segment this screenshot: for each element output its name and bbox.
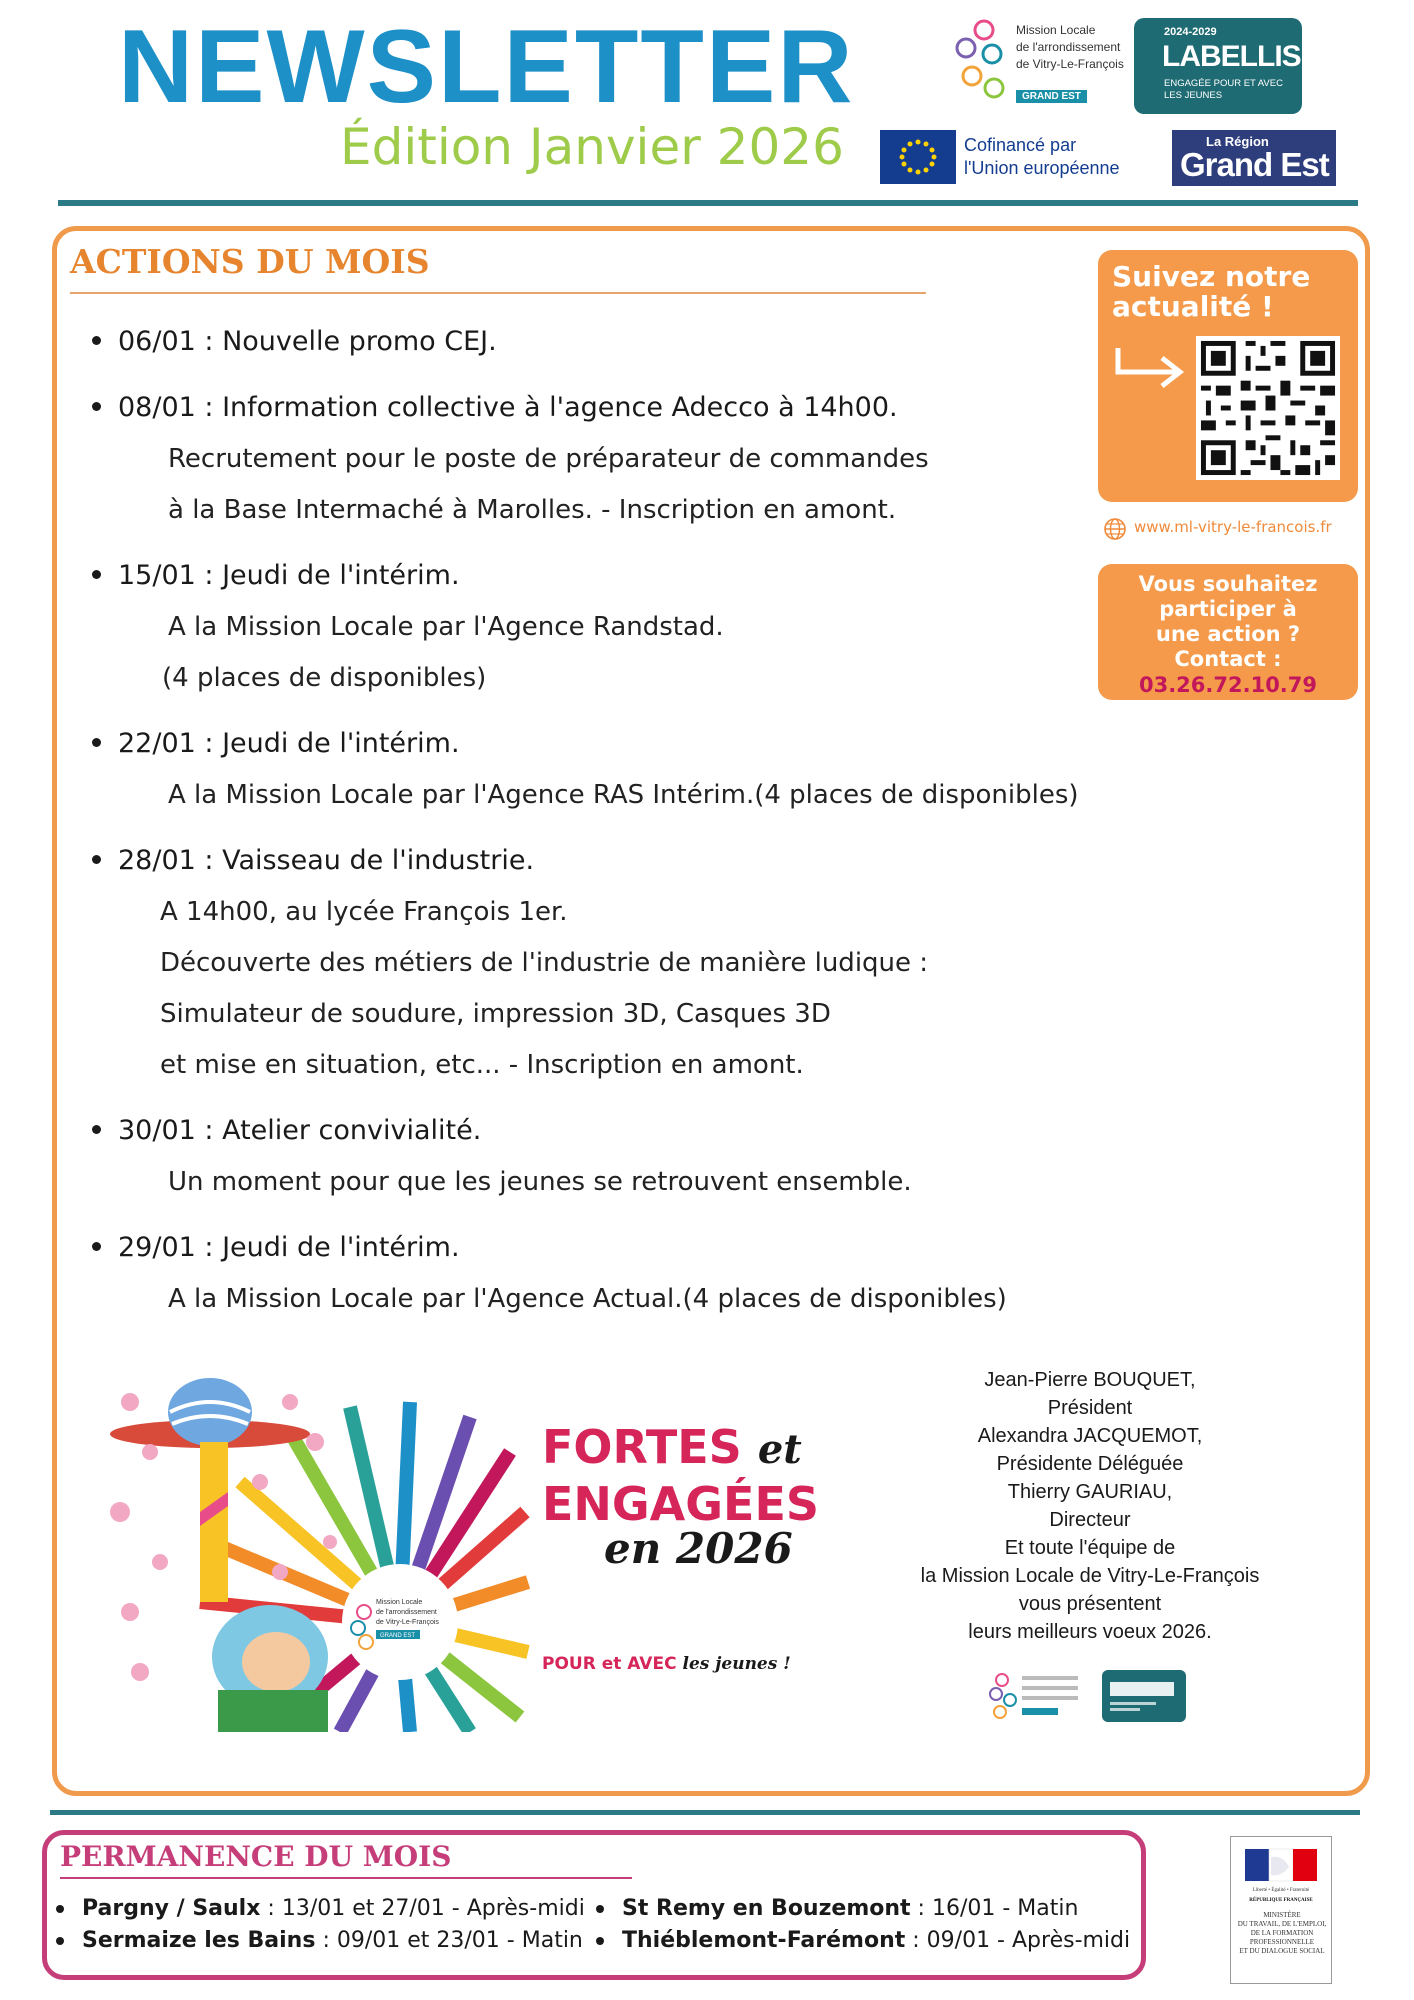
action-heading: 15/01 : Jeudi de l'intérim. (118, 560, 460, 591)
region-small-text: La Région (1206, 134, 1269, 149)
label-sub-line: LES JEUNES (1164, 90, 1223, 101)
header-divider (58, 200, 1358, 206)
action-item (90, 835, 1130, 1091)
action-heading: 08/01 : Information collective à l'agence Adecco à 14h00. (118, 392, 898, 423)
contact-line: Vous souhaitez (1138, 572, 1318, 596)
et-avec-word: et AVEC (601, 1654, 677, 1674)
action-item (90, 1105, 1130, 1208)
eu-flag-icon (880, 130, 956, 184)
marianne-logo-icon (1231, 1837, 1331, 1909)
pour-word: POUR (542, 1654, 596, 1674)
fortes-word: FORTES (542, 1420, 742, 1474)
action-heading: 22/01 : Jeudi de l'intérim. (118, 728, 460, 759)
permanence-divider (50, 1810, 1360, 1815)
eu-text-line: Cofinancé par (964, 135, 1077, 155)
permanence-place: Pargny / Saulx (82, 1896, 261, 1921)
signature-line: Jean-Pierre BOUQUET, (984, 1369, 1196, 1391)
region-big-text: Grand Est (1180, 146, 1329, 183)
actions-title: ACTIONS DU MOIS (70, 242, 430, 281)
grand-est-tag: GRAND EST (1016, 90, 1087, 103)
permanence-detail: : 16/01 - Matin (910, 1896, 1079, 1921)
permanence-item (622, 1894, 1078, 1924)
mission-locale-rings-icon (952, 18, 1014, 110)
action-detail: Découverte des métiers de l'industrie de manière ludique : (160, 948, 929, 978)
website-row[interactable] (1100, 516, 1360, 540)
ml-logo-line: Mission Locale (1016, 23, 1096, 37)
signature-line: Thierry GAURIAU, (1007, 1481, 1173, 1503)
poster-illustration (100, 1372, 530, 1732)
fortes-engagees-heading (542, 1420, 819, 1531)
action-detail: A la Mission Locale par l'Agence RAS Intérim.(4 places de disponibles) (168, 780, 1079, 810)
contact-phone[interactable]: 03.26.72.10.79 (1138, 673, 1318, 697)
poster-logo-tag: GRAND EST (380, 1633, 416, 1639)
permanence-title-underline (60, 1877, 632, 1879)
qr-code-icon[interactable] (1196, 336, 1340, 480)
permanence-place: Sermaize les Bains (82, 1928, 316, 1953)
action-heading: 06/01 : Nouvelle promo CEJ. (118, 326, 497, 357)
signature-line: Alexandra JACQUEMOT, (977, 1425, 1203, 1447)
signatures-block (880, 1366, 1300, 1646)
action-item (90, 718, 1130, 821)
contact-line: une action ? (1155, 622, 1301, 646)
action-detail: A la Mission Locale par l'Agence Actual.(4 places de disponibles) (168, 1284, 1007, 1314)
action-item (90, 316, 1130, 368)
permanence-item (82, 1894, 585, 1924)
mission-locale-logo (952, 18, 1132, 110)
permanence-place: St Remy en Bouzemont (622, 1896, 911, 1921)
permanence-item (622, 1926, 1130, 1956)
ministere-republique: RÉPUBLIQUE FRANÇAISE (1249, 1898, 1313, 1903)
newsletter-title: NEWSLETTER (118, 9, 855, 125)
action-heading: 30/01 : Atelier convivialité. (118, 1115, 482, 1146)
contact-card (1098, 564, 1358, 700)
et-word: et (757, 1426, 802, 1473)
labellisee-badge (1134, 18, 1348, 114)
permanence-detail: : 13/01 et 27/01 - Après-midi (260, 1896, 585, 1921)
ministere-line: ET DU DIALOGUE SOCIAL (1239, 1947, 1325, 1955)
action-detail: à la Base Intermaché à Marolles. - Inscription en amont. (168, 495, 897, 525)
poster-logo-line: Mission Locale (376, 1599, 423, 1606)
signature-line: Président (1047, 1397, 1133, 1419)
ministere-line: DU TRAVAIL, DE L'EMPLOI, (1237, 1920, 1327, 1928)
signature-line: Présidente Déléguée (996, 1453, 1184, 1475)
action-detail: (4 places de disponibles) (162, 663, 487, 693)
actions-list (90, 316, 1130, 1339)
permanence-detail: : 09/01 et 23/01 - Matin (315, 1928, 583, 1953)
label-word: LABELLISÉE! (1162, 40, 1348, 73)
edition-subtitle: Édition Janvier 2026 (340, 118, 844, 176)
permanence-item (82, 1926, 583, 1956)
action-detail: et mise en situation, etc... - Inscription en amont. (160, 1050, 804, 1080)
signature-line: Directeur (1049, 1509, 1131, 1531)
signature-line: vous présentent (1018, 1593, 1162, 1615)
follow-us-card[interactable] (1098, 250, 1358, 502)
follow-us-text: Suivez notre actualité ! (1112, 260, 1311, 323)
action-detail: A 14h00, au lycée François 1er. (160, 897, 568, 927)
pour-et-avec-tagline (542, 1654, 791, 1674)
action-heading: 28/01 : Vaisseau de l'industrie. (118, 845, 535, 876)
action-item (90, 1222, 1130, 1325)
les-jeunes-word: les jeunes ! (682, 1654, 791, 1674)
engagees-word: ENGAGÉES (542, 1477, 820, 1531)
arrow-right-icon (1112, 342, 1190, 392)
action-detail: A la Mission Locale par l'Agence Randstad. (168, 612, 724, 642)
eu-text-line: l'Union européenne (964, 158, 1120, 178)
action-heading: 29/01 : Jeudi de l'intérim. (118, 1232, 460, 1263)
en-2026-text: en 2026 (604, 1524, 793, 1573)
action-detail: Recrutement pour le poste de préparateur de commandes (168, 444, 929, 474)
action-item (90, 550, 1130, 704)
ministere-logo (1230, 1836, 1332, 1984)
eu-cofinance-logo (880, 130, 1136, 184)
region-grand-est-logo (1172, 130, 1336, 186)
ministere-devise: Liberté • Égalité • Fraternité (1252, 1888, 1310, 1893)
permanence-place: Thiéblemont-Farémont (622, 1928, 906, 1953)
globe-icon (1102, 516, 1128, 542)
website-link[interactable]: www.ml-vitry-le-francois.fr (1134, 518, 1332, 536)
action-detail: Un moment pour que les jeunes se retrouvent ensemble. (168, 1167, 912, 1197)
signature-line: leurs meilleurs voeux 2026. (968, 1621, 1212, 1643)
contact-line: Contact : (1174, 647, 1282, 671)
permanence-title: PERMANENCE DU MOIS (60, 1840, 452, 1873)
ministere-line: PROFESSIONNELLE (1249, 1938, 1315, 1946)
poster-logo-line: de l'arrondissement (376, 1609, 437, 1616)
mini-logos-graphic (988, 1666, 1188, 1726)
poster-logo-line: de Vitry-Le-François (376, 1619, 439, 1626)
action-detail: Simulateur de soudure, impression 3D, Casques 3D (160, 999, 831, 1029)
permanence-detail: : 09/01 - Après-midi (905, 1928, 1131, 1953)
footer-mini-logos (988, 1666, 1188, 1726)
signature-line: Et toute l'équipe de (1004, 1537, 1176, 1559)
actions-title-underline (70, 292, 926, 294)
contact-line: participer à (1159, 597, 1297, 621)
ml-logo-line: de l'arrondissement (1016, 40, 1121, 54)
label-years: 2024-2029 (1164, 26, 1217, 38)
label-sub-line: ENGAGÉE POUR ET AVEC (1164, 78, 1283, 89)
action-item (90, 382, 1130, 536)
ministere-line: DE LA FORMATION (1250, 1929, 1314, 1937)
ministere-line: MINISTÈRE (1263, 1911, 1301, 1919)
signature-line: la Mission Locale de Vitry-Le-François (920, 1565, 1260, 1587)
ml-logo-line: de Vitry-Le-François (1016, 57, 1124, 71)
